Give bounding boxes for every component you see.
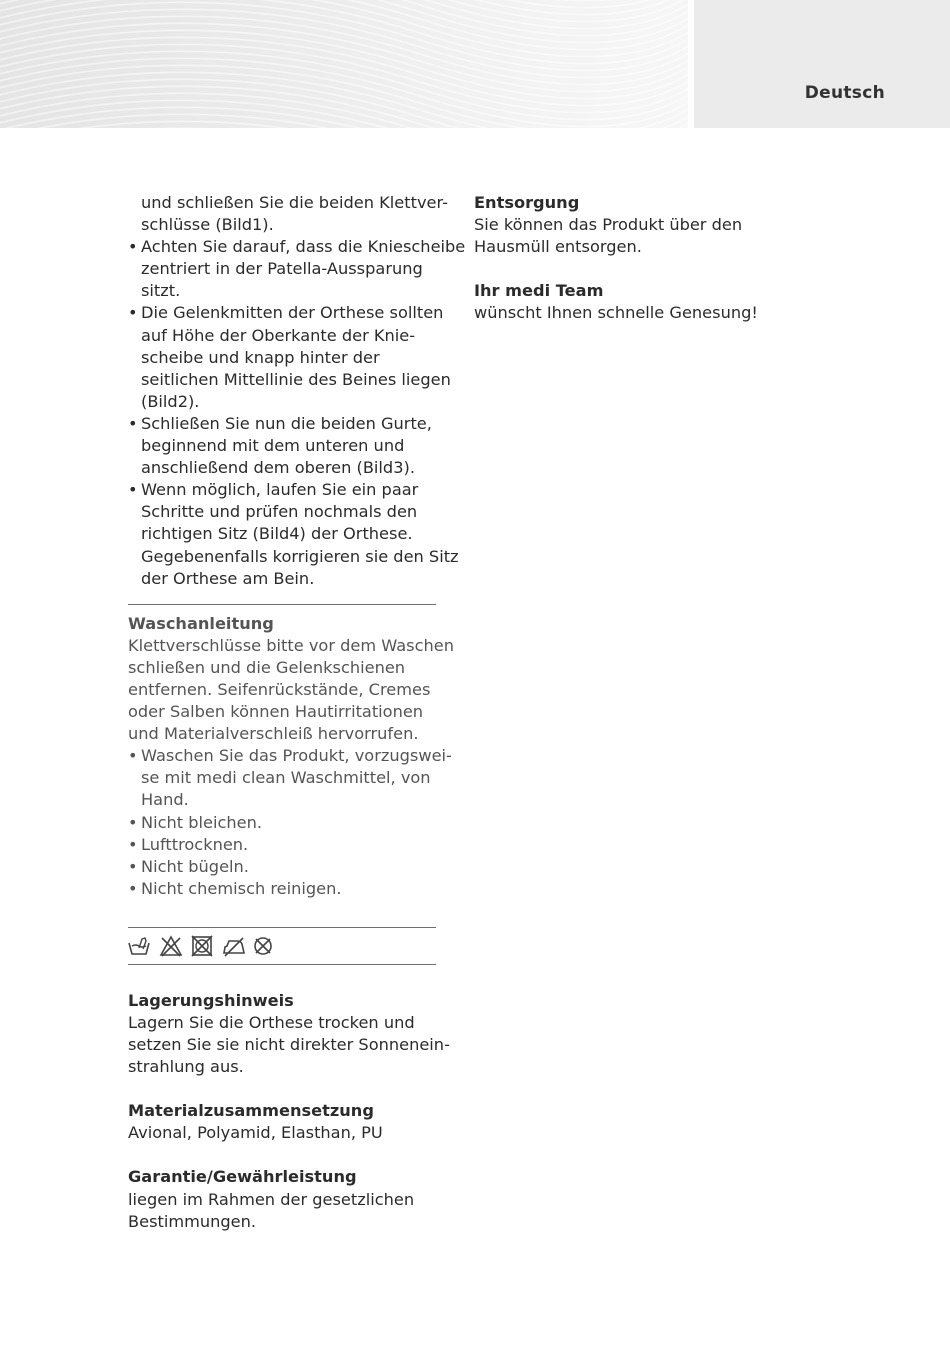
warranty-section [128, 1166, 440, 1232]
text-line: und schließen Sie die beiden Klettver- [141, 193, 448, 212]
text-line: Bestimmungen. [128, 1211, 257, 1231]
text-line: richtigen Sitz (Bild4) der Orthese. [141, 524, 413, 544]
text-line: scheibe und knapp hinter der [141, 347, 380, 367]
text-line: Klettverschlüsse bitte vor dem Waschen [128, 635, 454, 655]
text-line: liegen im Rahmen der gesetzlichen [128, 1189, 415, 1209]
storage-heading: Lagerungshinweis [128, 990, 294, 1010]
text-line: zentriert in der Patella-Aussparung [141, 259, 423, 279]
warranty-text [128, 1189, 440, 1233]
text-line: seitlichen Mittellinie des Beines liegen [141, 369, 451, 389]
list-item: • Achten Sie darauf, dass die Kniescheibe [128, 236, 440, 258]
no-tumble-dry-icon [190, 935, 212, 957]
text-line: Gegebenenfalls korrigieren sie den Sitz [141, 546, 459, 566]
text-line: anschließend dem oberen (Bild3). [141, 458, 415, 478]
list-item: • Waschen Sie das Produkt, vorzugswei- [128, 745, 440, 767]
washing-intro [128, 635, 454, 745]
material-text [128, 1122, 440, 1144]
text-line: der Orthese am Bein. [141, 568, 315, 588]
fitting-instructions [128, 192, 466, 590]
team-section [474, 280, 774, 324]
washing-heading: Waschanleitung [128, 613, 274, 633]
team-heading: Ihr medi Team [474, 281, 604, 301]
list-item: • Lufttrocknen. [128, 834, 440, 856]
text-line: und Materialverschleiß hervorrufen. [128, 724, 419, 744]
no-bleach-icon [159, 935, 181, 957]
wave-pattern [0, 0, 688, 128]
text-line: beginnend mit dem unteren und [141, 436, 405, 456]
no-iron-icon [221, 935, 243, 957]
warranty-heading: Garantie/Gewährleistung [128, 1167, 357, 1187]
text-line: Avional, Polyamid, Elasthan, PU [128, 1123, 383, 1143]
list-item: • Schließen Sie nun die beiden Gurte, [128, 413, 440, 435]
disposal-section [474, 192, 774, 258]
storage-text [128, 1012, 450, 1078]
material-section [128, 1100, 440, 1144]
text-line: strahlung aus. [128, 1057, 244, 1077]
text-line: Lagern Sie die Orthese trocken und [128, 1013, 415, 1032]
text-line: se mit medi clean Waschmittel, von [141, 768, 431, 788]
text-line: Sie können das Produkt über den [474, 215, 743, 235]
list-item: • Nicht chemisch reinigen. [128, 878, 440, 900]
no-dry-clean-icon [252, 935, 274, 957]
team-text [474, 302, 774, 324]
washing-list [128, 745, 452, 900]
disposal-text [474, 214, 774, 258]
list-item: • Nicht bügeln. [128, 856, 440, 878]
text-line: Schritte und prüfen nochmals den [141, 502, 418, 522]
header-banner [0, 0, 688, 128]
list-item: • Wenn möglich, laufen Sie ein paar [128, 479, 440, 501]
text-line: oder Salben können Hautirritationen [128, 702, 424, 722]
language-box [694, 0, 950, 128]
text-line: entfernen. Seifenrückstände, Cremes [128, 679, 431, 699]
text-line: setzen Sie sie nicht direkter Sonnenein- [128, 1035, 450, 1055]
text-line: wünscht Ihnen schnelle Genesung! [474, 303, 758, 323]
language-label: Deutsch [804, 83, 885, 103]
material-heading: Materialzusammensetzung [128, 1101, 374, 1121]
text-line: sitzt. [141, 281, 181, 301]
care-symbols [128, 928, 440, 964]
text-line: (Bild2). [141, 391, 200, 411]
storage-section [128, 990, 450, 1078]
text-line: Hand. [141, 790, 189, 810]
hand-wash-icon [128, 935, 150, 957]
list-item: • Nicht bleichen. [128, 812, 440, 834]
washing-section [128, 613, 454, 900]
list-item: • Die Gelenkmitten der Orthese sollten [128, 302, 440, 324]
left-column [128, 192, 466, 1233]
text-line: Hausmüll entsorgen. [474, 237, 642, 257]
text-line: schlüsse (Bild1). [141, 215, 274, 235]
text-line: schließen und die Gelenkschienen [128, 657, 406, 677]
text-line: auf Höhe der Oberkante der Knie- [141, 325, 416, 345]
right-column [474, 192, 774, 324]
disposal-heading: Entsorgung [474, 193, 580, 212]
